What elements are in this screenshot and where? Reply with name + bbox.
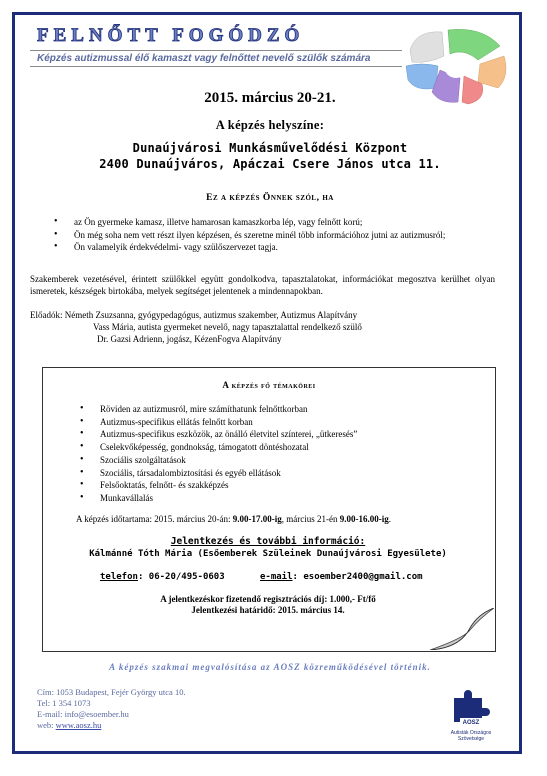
- registration-deadline: Jelentkezési határidő: 2015. március 14.: [191, 605, 345, 615]
- list-item: • Autizmus-specifikus eszközök, az önálló életvitel színterei, „ütkeresés”: [80, 428, 357, 441]
- registration-heading: Jelentkezés és további információ:: [170, 536, 366, 547]
- venue-address: 2400 Dunaújváros, Apáczai Csere János utca 11.: [99, 157, 441, 171]
- venue-block: [30, 140, 510, 172]
- list-item: • Autizmus-specifikus ellátás felnőtt korban: [80, 416, 357, 429]
- list-item: • Szociális szolgáltatások: [80, 454, 357, 467]
- list-item: • Ön valamelyik érdekvédelmi- vagy szülőszervezet tagja.: [54, 241, 445, 254]
- page-title: FELNŐTT FOGÓDZÓ: [37, 25, 305, 46]
- contact-email: E-mail: info@esoember.hu: [37, 709, 129, 719]
- list-item: • Ön még soha nem vett részt ilyen képzésen, és szeretne minél több információhoz jutni az autizmusról;: [54, 229, 445, 242]
- presenters-label: Előadók:: [30, 310, 63, 320]
- subtitle-divider: [30, 66, 402, 67]
- list-item: • Röviden az autizmusról, mire számíthatunk felnőttkorban: [80, 403, 357, 416]
- list-item: • Cselekvőképesség, gondnokság, támogatott döntéshozatal: [80, 441, 357, 454]
- intro-paragraph: Szakemberek vezetésével, érintett szülőkkel együtt gondolkodva, tapasztalatokat, információkat megosztva kerülhet olyan ismeretek, készségek birtokába, melyek segítséget jelentenek a mindennapokban.: [30, 274, 495, 296]
- puzzle-piece-top-left: [410, 32, 444, 63]
- presenters: [30, 309, 362, 345]
- venue-name: Dunaújvárosi Munkásművelődési Központ: [132, 141, 408, 155]
- contact-block: [37, 687, 186, 731]
- phone-line: telefon: 06-20/495-0603: [100, 572, 225, 582]
- contact-web: web: www.aosz.hu: [37, 720, 102, 730]
- topics-heading: A képzés fő témakörei: [222, 380, 316, 390]
- page-subtitle: Képzés autizmussal élő kamaszt vagy felnőttet nevelő szülők számára: [37, 53, 371, 64]
- venue-heading: A képzés helyszíne:: [215, 118, 325, 132]
- email-line: e-mail: esoember2400@gmail.com: [260, 572, 423, 582]
- contact-phone: Tel: 1 354 1073: [37, 698, 91, 708]
- aosz-caption: Autisták Országos Szövetsége: [450, 730, 492, 742]
- list-item: • Szociális, társadalombiztosítási és egyéb ellátások: [80, 467, 357, 480]
- contact-address: Cím: 1053 Budapest, Fejér György utca 10.: [37, 687, 186, 697]
- audience-list: [54, 216, 445, 254]
- duration-line: A képzés időtartama: 2015. március 20-án: 9.00-17.00-ig, március 21-én 9.00-16.00-ig.: [76, 514, 391, 524]
- presenter: Vass Mária, autista gyermeket nevelő, nagy tapasztalattal rendelkező szülő: [93, 322, 362, 332]
- aosz-logo-text: AOSZ: [462, 720, 480, 726]
- title-divider: [30, 50, 402, 51]
- registration-fee: A jelentkezéskor fizetendő regisztrációs díj: 1.000,- Ft/fő: [160, 594, 376, 604]
- list-item: • Felsőoktatás, felnőtt- és szakképzés: [80, 479, 357, 492]
- topics-list: [80, 403, 357, 505]
- presenter: Dr. Gazsi Adrienn, jogász, KézenFogva Alapítvány: [97, 334, 282, 344]
- presenter: Németh Zsuzsanna, gyógypedagógus, autizmus szakember, Autizmus Alapítvány: [64, 310, 358, 320]
- list-item: • az Ön gyermeke kamasz, illetve hamarosan kamaszkorba lép, vagy felnőtt korú;: [54, 216, 445, 229]
- footer-note: A képzés szakmai megvalósítása az AOSZ közreműködésével történik.: [109, 662, 431, 672]
- organizer: Kálmánné Tóth Mária (Esőemberek Szüleinek Dunaújvárosi Egyesülete): [89, 549, 447, 559]
- web-link[interactable]: www.aosz.hu: [55, 720, 102, 730]
- registration-block: [42, 536, 494, 560]
- audience-heading: Ez a képzés Önnek szól, ha: [206, 193, 334, 203]
- puzzle-piece-left: [406, 64, 438, 89]
- fee-block: [42, 594, 494, 616]
- list-item: • Munkavállalás: [80, 492, 357, 505]
- page-curl-decoration: [430, 608, 494, 650]
- event-date: 2015. március 20-21.: [204, 90, 336, 106]
